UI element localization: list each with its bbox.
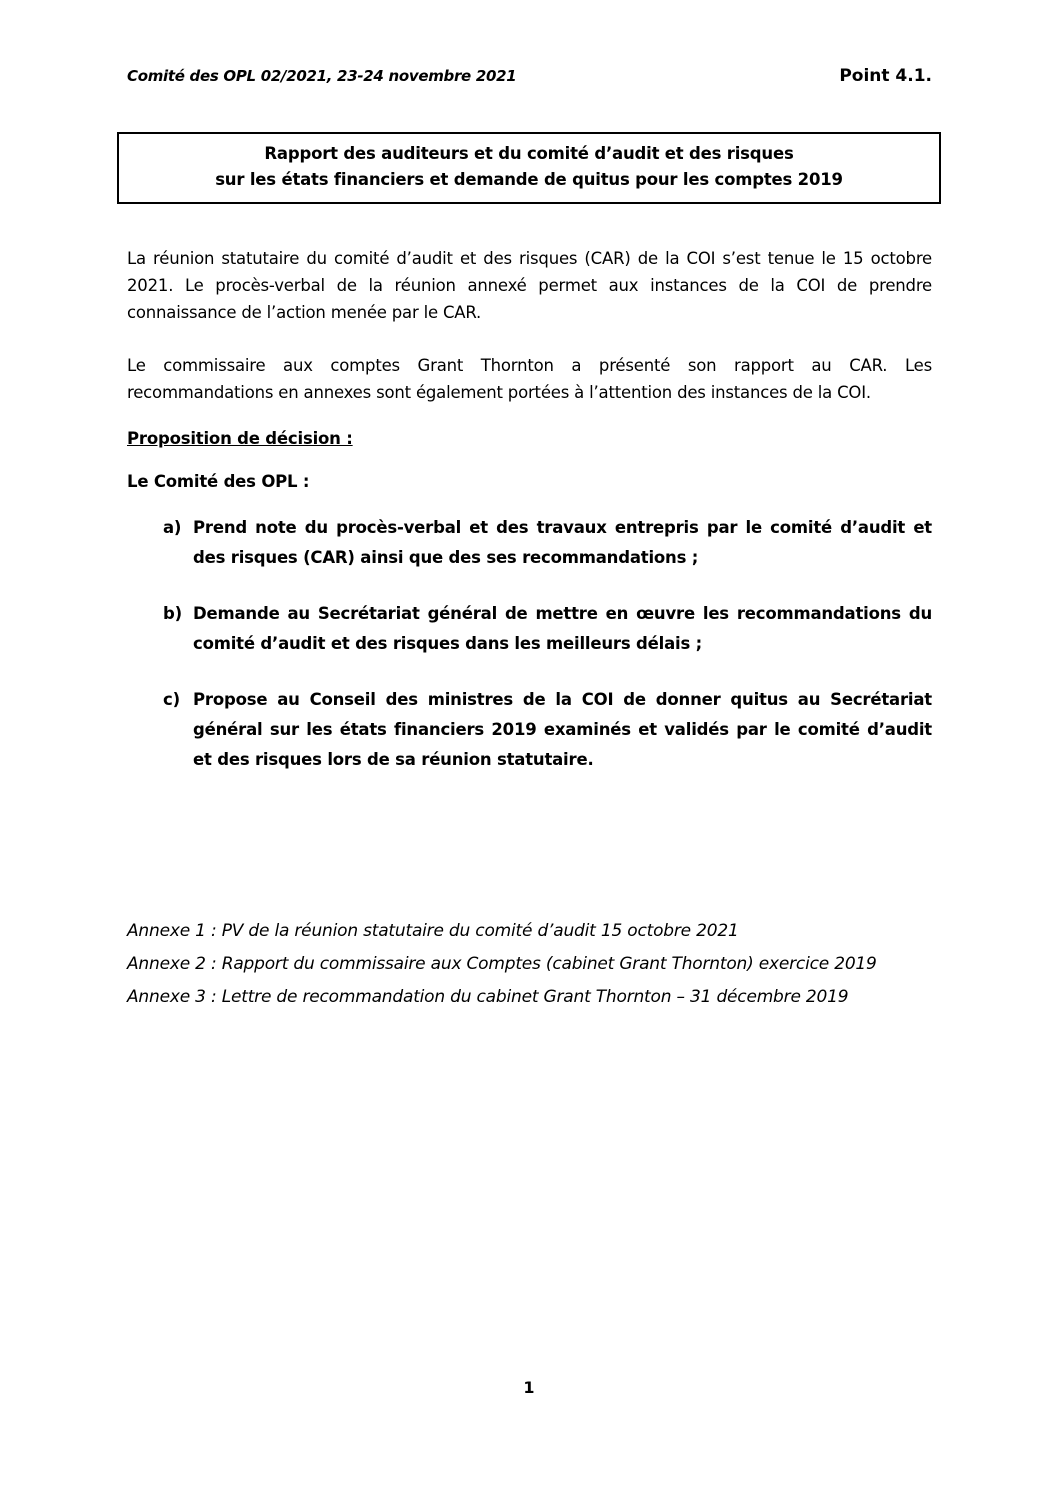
list-item-text-c: Propose au Conseil des ministres de la COI de donner quitus au Secrétariat général sur les états financiers 2019 examinés et validés par le comité d’audit et des risques lors de sa réunion statutaire. — [193, 690, 932, 769]
annexe-3: Annexe 3 : Lettre de recommandation du cabinet Grant Thornton – 31 décembre 2019 — [127, 987, 849, 1007]
list-item — [127, 513, 932, 573]
decision-heading: Proposition de décision : — [127, 429, 353, 448]
annexe-2: Annexe 2 : Rapport du commissaire aux Comptes (cabinet Grant Thornton) exercice 2019 — [127, 954, 877, 974]
paragraph-reunion-statutaire: La réunion statutaire du comité d’audit et des risques (CAR) de la COI s’est tenue le 15 octobre 2021. Le procès-verbal de la réunion annexé permet aux instances de la COI de prendre connaissance de l’action menée par le CAR. — [127, 249, 932, 322]
annexes-list — [127, 915, 932, 1014]
annexe-1: Annexe 1 : PV de la réunion statutaire du comité d’audit 15 octobre 2021 — [127, 921, 739, 941]
page-number: 1 — [523, 1378, 535, 1397]
paragraph-commissaire-comptes: Le commissaire aux comptes Grant Thornton a présenté son rapport au CAR. Les recommandations en annexes sont également portées à l’attention des instances de la COI. — [127, 356, 932, 402]
header-meeting-reference: Comité des OPL 02/2021, 23-24 novembre 2021 — [127, 67, 517, 85]
document-title-line-2: sur les états financiers et demande de quitus pour les comptes 2019 — [215, 170, 843, 189]
list-item-marker-b: b) — [163, 604, 182, 623]
list-item — [127, 599, 932, 659]
document-title-box — [117, 132, 941, 204]
list-item-text-a: Prend note du procès-verbal et des travaux entrepris par le comité d’audit et des risques (CAR) ainsi que des ses recommandations ; — [193, 518, 932, 567]
decision-intro: Le Comité des OPL : — [127, 472, 310, 491]
list-item-marker-c: c) — [163, 690, 180, 709]
document-header — [127, 66, 932, 86]
decision-list — [127, 513, 932, 775]
list-item-marker-a: a) — [163, 518, 182, 537]
list-item-text-b: Demande au Secrétariat général de mettre en œuvre les recommandations du comité d’audit et des risques dans les meilleurs délais ; — [193, 604, 932, 653]
header-agenda-point: Point 4.1. — [839, 66, 932, 86]
document-title-line-1: Rapport des auditeurs et du comité d’audit et des risques — [264, 144, 794, 163]
list-item — [127, 685, 932, 775]
